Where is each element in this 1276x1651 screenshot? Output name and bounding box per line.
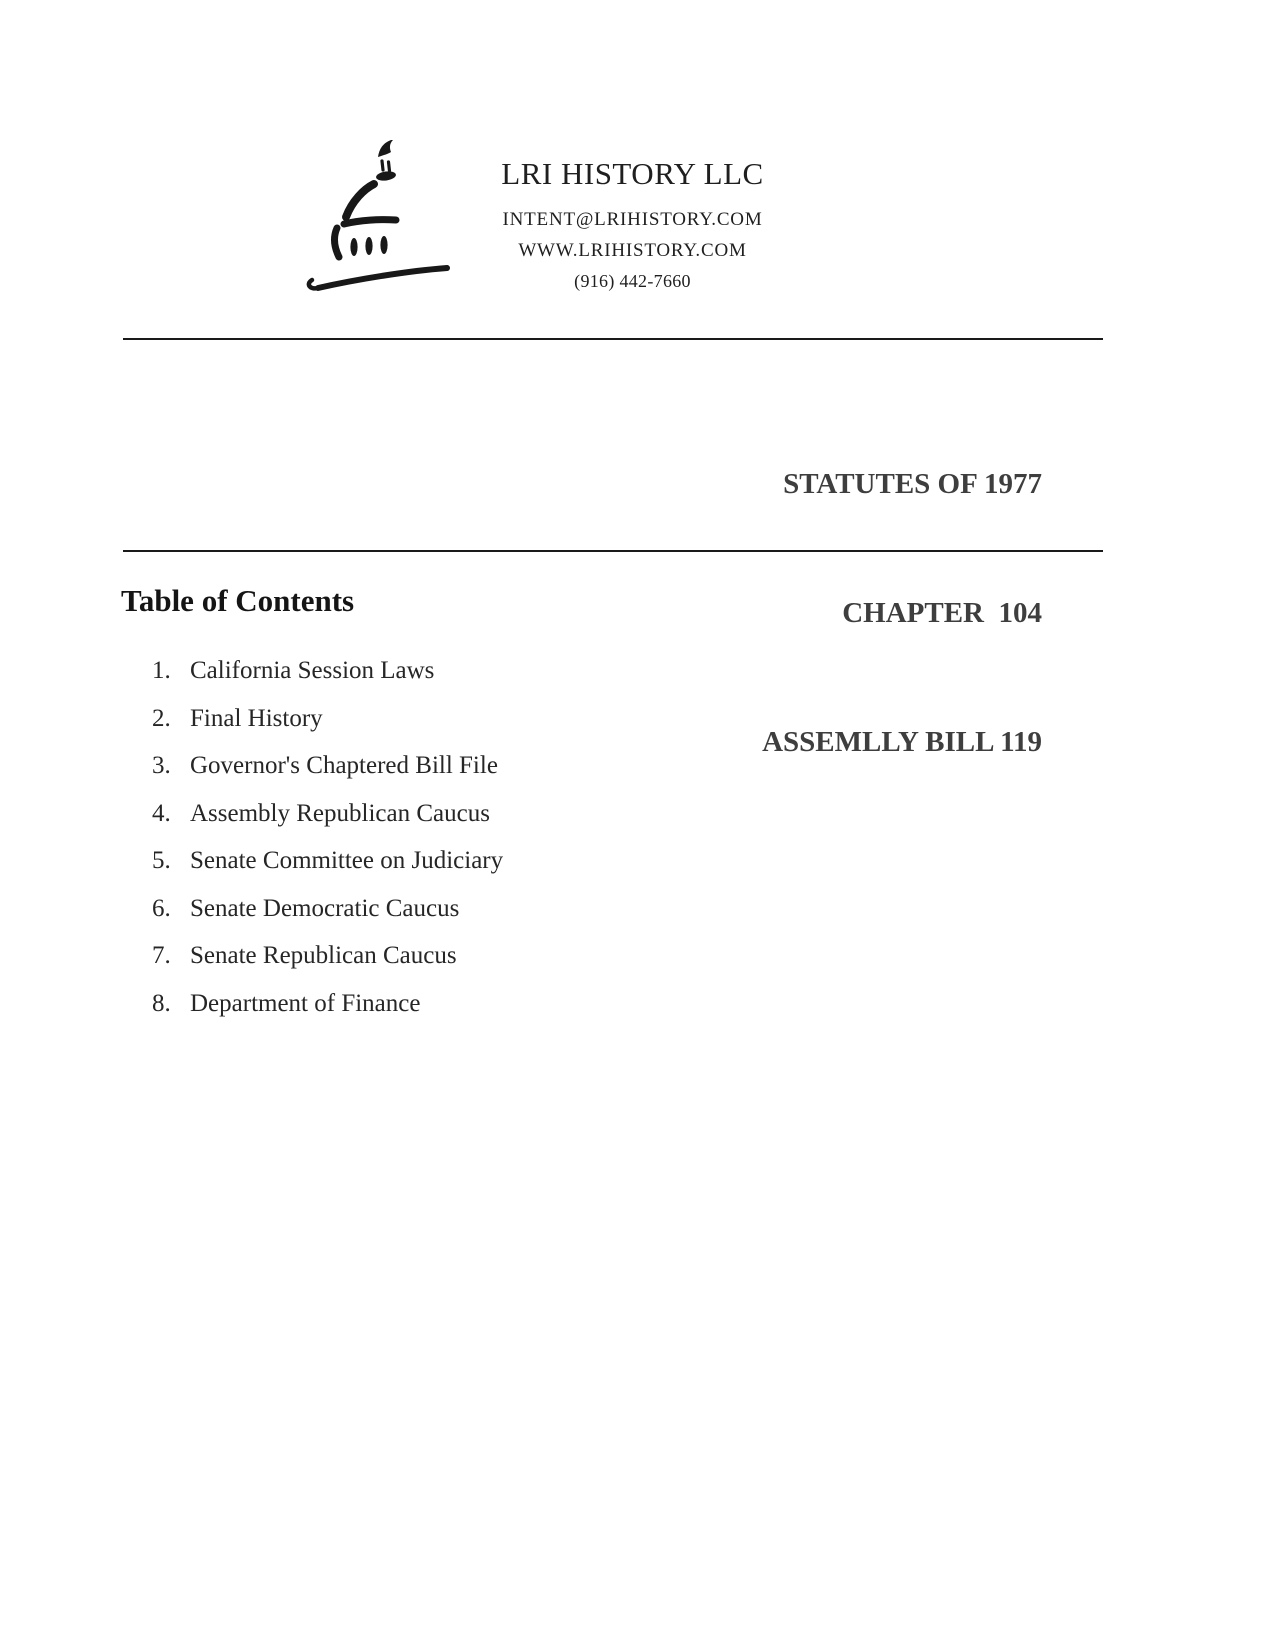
toc-item (152, 941, 503, 989)
toc-item (152, 989, 503, 1037)
toc-item-number: 3. (152, 752, 171, 779)
toc-item-label: Final History (190, 704, 323, 732)
toc-item (152, 894, 503, 942)
toc-item (152, 799, 503, 847)
company-website: WWW.LRIHISTORY.COM (518, 240, 747, 261)
company-name: LRI HISTORY LLC (501, 156, 764, 191)
toc-item-label: Senate Democratic Caucus (190, 894, 460, 922)
toc-item-label: Department of Finance (190, 989, 421, 1017)
toc-item-number: 7. (152, 942, 171, 969)
toc-item (152, 704, 503, 752)
document-heading (762, 377, 1042, 850)
toc-item-label: Senate Committee on Judiciary (190, 847, 504, 874)
toc-item (152, 846, 503, 894)
company-email: INTENT@LRIHISTORY.COM (502, 209, 763, 230)
toc-list (152, 656, 503, 1036)
toc-item-number: 4. (152, 799, 171, 827)
toc-item (152, 751, 503, 799)
toc-item-number: 8. (152, 989, 171, 1017)
toc-item-label: Senate Republican Caucus (190, 942, 457, 969)
capitol-dome-logo-icon (298, 130, 468, 295)
toc-item-number: 2. (152, 704, 171, 732)
statutes-year-line: STATUTES OF 1977 (783, 468, 1042, 500)
toc-item-number: 6. (152, 894, 171, 922)
assembly-bill-line: ASSEMLLY BILL 119 (762, 726, 1042, 758)
company-header (455, 156, 810, 297)
toc-item-label: California Session Laws (190, 657, 435, 684)
toc-title: Table of Contents (121, 583, 355, 618)
toc-item-number: 5. (152, 847, 171, 874)
horizontal-rule-top (123, 338, 1103, 340)
toc-item-label: Governor's Chaptered Bill File (190, 752, 498, 779)
toc-item (152, 656, 503, 704)
company-phone: (916) 442-7660 (574, 271, 691, 291)
chapter-number-line: CHAPTER 104 (842, 597, 1042, 629)
toc-item-number: 1. (152, 657, 171, 684)
horizontal-rule-bottom (123, 550, 1103, 552)
toc-item-label: Assembly Republican Caucus (190, 799, 490, 827)
